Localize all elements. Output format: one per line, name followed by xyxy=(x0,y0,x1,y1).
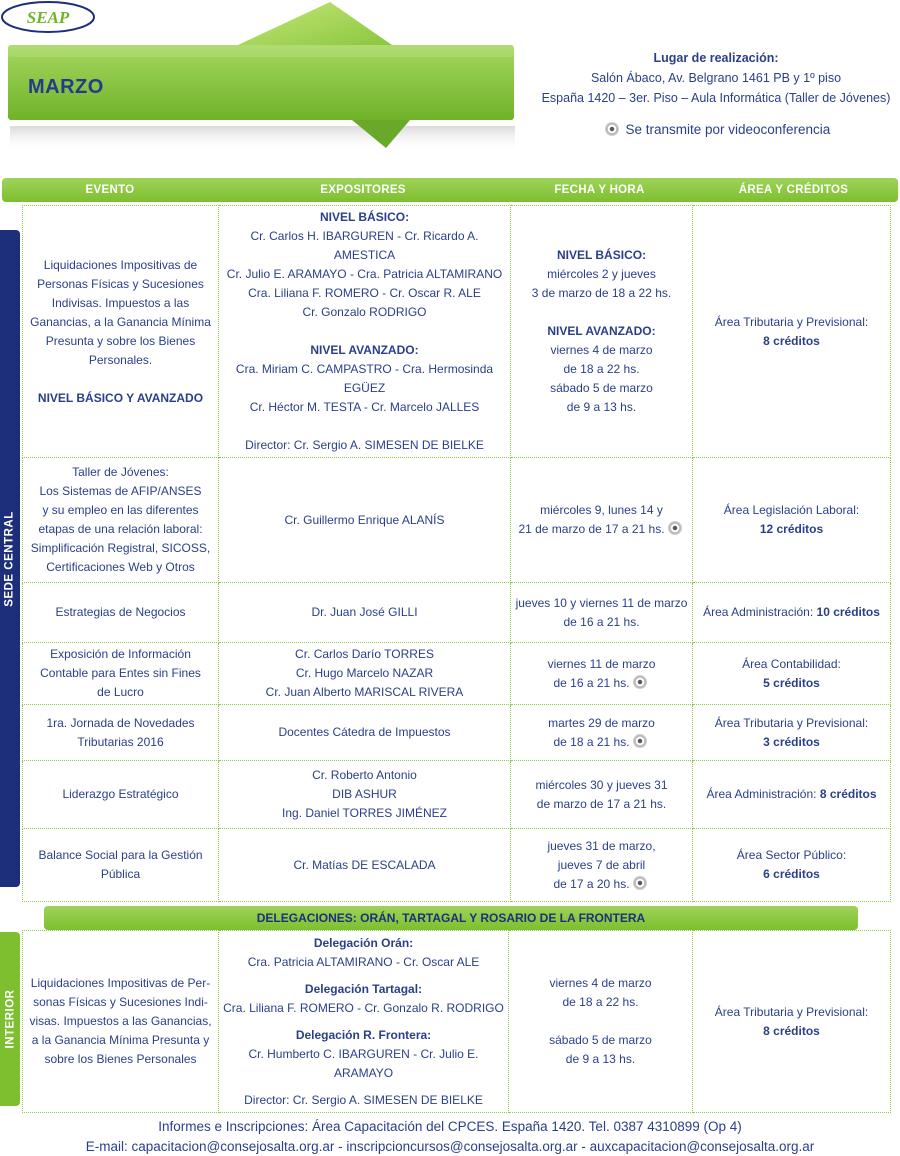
column-header-fecha: FECHA Y HORA xyxy=(554,184,645,196)
date-cell: miércoles 30 y jueves 31 de marzo de 17 a 21 hs. xyxy=(511,761,693,829)
venue-title: Lugar de realización: xyxy=(653,51,779,65)
experts-cell: NIVEL BÁSICO: Cr. Carlos H. IBARGUREN - Cr. Ricardo A. AMESTICA Cr. Julio E. ARAMAYO - Cra. Patricia ALTAMIRANO Cra. Liliana F. ROMERO - Cr. Oscar R. ALE Cr. Gonzalo RODRIGO NIVEL AVANZADO: Cra. Miriam C. CAMPASTRO - Cra. Hermosinda EGÜEZ Cr. Héctor M. TESTA - Cr. Marcelo JALLES Director: Cr. Sergio A. SIMESEN DE BIELKE xyxy=(219,206,511,458)
date-cell: miércoles 9, lunes 14 y 21 de marzo de 17 a 21 hs. xyxy=(511,458,693,583)
videoconference-label: Se transmite por videoconferencia xyxy=(625,122,831,137)
webcam-icon xyxy=(633,876,647,890)
videoconference-note xyxy=(540,122,892,137)
side-label-sede-central: SEDE CENTRAL xyxy=(0,230,20,887)
side-label-interior: INTERIOR xyxy=(0,932,20,1106)
events-table xyxy=(22,205,891,902)
column-header-expositores: EXPOSITORES xyxy=(320,184,406,196)
column-header-area: ÁREA Y CRÉDITOS xyxy=(738,184,849,196)
date-cell: jueves 31 de marzo, jueves 7 de abril de 17 a 20 hs. xyxy=(511,829,693,902)
date-cell: viernes 4 de marzo de 18 a 22 hs. sábado 5 de marzo de 9 a 13 hs. xyxy=(509,931,693,1113)
area-cell: Área Tributaria y Previsional: 8 créditos xyxy=(693,206,891,458)
table-row xyxy=(23,458,891,583)
event-title-cell: Liderazgo Estratégico xyxy=(23,761,219,829)
experts-cell: Cr. Matías DE ESCALADA xyxy=(219,829,511,902)
seap-logo xyxy=(0,0,96,34)
table-row xyxy=(23,705,891,761)
date-cell: NIVEL BÁSICO: miércoles 2 y jueves 3 de marzo de 18 a 22 hs. NIVEL AVANZADO: viernes 4 de marzo de 18 a 22 hs. sábado 5 de marzo de 9 a 13 hs. xyxy=(511,206,693,458)
event-title-cell: Liquidaciones Impositivas de Personas Físicas y Sucesiones Indivisas. Impuestos a las Ganancias, a la Ganancia Mínima Presunta y sobre los Bienes Personales. NIVEL BÁSICO Y AVANZADO xyxy=(23,206,219,458)
webcam-icon xyxy=(633,675,647,689)
delegaciones-title: DELEGACIONES: ORÁN, TARTAGAL Y ROSARIO DE LA FRONTERA xyxy=(256,911,646,925)
date-cell: viernes 11 de marzo de 16 a 21 hs. xyxy=(511,643,693,705)
experts-cell: Cr. Carlos Darío TORRES Cr. Hugo Marcelo NAZAR Cr. Juan Alberto MARISCAL RIVERA xyxy=(219,643,511,705)
webcam-icon xyxy=(633,734,647,748)
footer-contact xyxy=(0,1117,900,1156)
webcam-icon xyxy=(605,122,619,136)
table-row xyxy=(23,931,891,1113)
column-header-evento: EVENTO xyxy=(85,184,135,196)
webcam-icon xyxy=(668,521,682,535)
experts-cell: Docentes Cátedra de Impuestos xyxy=(219,705,511,761)
experts-cell: Cr. Guillermo Enrique ALANÍS xyxy=(219,458,511,583)
delegaciones-bar xyxy=(44,906,858,930)
table-row xyxy=(23,761,891,829)
event-title-cell: Balance Social para la Gestión Pública xyxy=(23,829,219,902)
area-cell: Área Tributaria y Previsional: 8 créditos xyxy=(693,931,891,1113)
area-cell: Área Administración: 10 créditos xyxy=(693,583,891,643)
table-row xyxy=(23,643,891,705)
experts-cell: Cr. Roberto Antonio DIB ASHUR Ing. Daniel TORRES JIMÉNEZ xyxy=(219,761,511,829)
table-row xyxy=(23,829,891,902)
interior-table xyxy=(22,930,891,1113)
venue-line-1: Salón Ábaco, Av. Belgrano 1461 PB y 1º piso xyxy=(590,71,842,85)
column-header-bar xyxy=(2,178,898,202)
footer-line-1: Informes e Inscripciones: Área Capacitación del CPCES. España 1420. Tel. 0387 4310899 (Op 4) xyxy=(158,1119,742,1134)
event-title-cell: Estrategias de Negocios xyxy=(23,583,219,643)
area-cell: Área Tributaria y Previsional: 3 créditos xyxy=(693,705,891,761)
area-cell: Área Contabilidad: 5 créditos xyxy=(693,643,891,705)
event-title-cell: Taller de Jóvenes: Los Sistemas de AFIP/ANSES y su empleo en las diferentes etapas de una relación laboral: Simplificación Registral, SICOSS, Certificaciones Web y Otros xyxy=(23,458,219,583)
venue-line-2: España 1420 – 3er. Piso – Aula Informática (Taller de Jóvenes) xyxy=(541,91,891,105)
area-cell: Área Administración: 8 créditos xyxy=(693,761,891,829)
date-cell: jueves 10 y viernes 11 de marzo de 16 a 21 hs. xyxy=(511,583,693,643)
logo-text: SEAP xyxy=(26,8,70,27)
event-title-cell: Liquidaciones Impositivas de Per- sonas Físicas y Sucesiones Indi- visas. Impuestos a las Ganancias, a la Ganancia Mínima Presunta y sobre los Bienes Personales xyxy=(23,931,219,1113)
area-cell: Área Legislación Laboral: 12 créditos xyxy=(693,458,891,583)
event-title-cell: 1ra. Jornada de Novedades Tributarias 2016 xyxy=(23,705,219,761)
director: Director: Cr. Sergio A. SIMESEN DE BIELKE xyxy=(245,438,484,452)
event-title-cell: Exposición de Información Contable para Entes sin Fines de Lucro xyxy=(23,643,219,705)
date-cell: martes 29 de marzo de 18 a 21 hs. xyxy=(511,705,693,761)
header-banner xyxy=(0,0,530,160)
venue-info xyxy=(540,48,892,108)
month-title: MARZO xyxy=(28,76,104,98)
table-row xyxy=(23,583,891,643)
director: Director: Cr. Sergio A. SIMESEN DE BIELKE xyxy=(244,1092,483,1107)
area-cell: Área Sector Público: 6 créditos xyxy=(693,829,891,902)
table-row xyxy=(23,206,891,458)
experts-cell: Dr. Juan José GILLI xyxy=(219,583,511,643)
event-level: NIVEL BÁSICO Y AVANZADO xyxy=(37,390,204,405)
footer-emails: E-mail: capacitacion@consejosalta.org.ar - inscripcioncursos@consejosalta.org.ar - auxcapacitacion@consejosalta.org.ar xyxy=(85,1139,815,1154)
experts-cell: Delegación Orán: Cra. Patricia ALTAMIRANO - Cr. Oscar ALE Delegación Tartagal: Cra. Liliana F. ROMERO - Cr. Gonzalo R. RODRIGO Delegación R. Frontera: Cr. Humberto C. IBARGUREN - Cr. Julio E. ARAMAYO Director: Cr. Sergio A. SIMESEN DE BIELKE xyxy=(219,931,509,1113)
